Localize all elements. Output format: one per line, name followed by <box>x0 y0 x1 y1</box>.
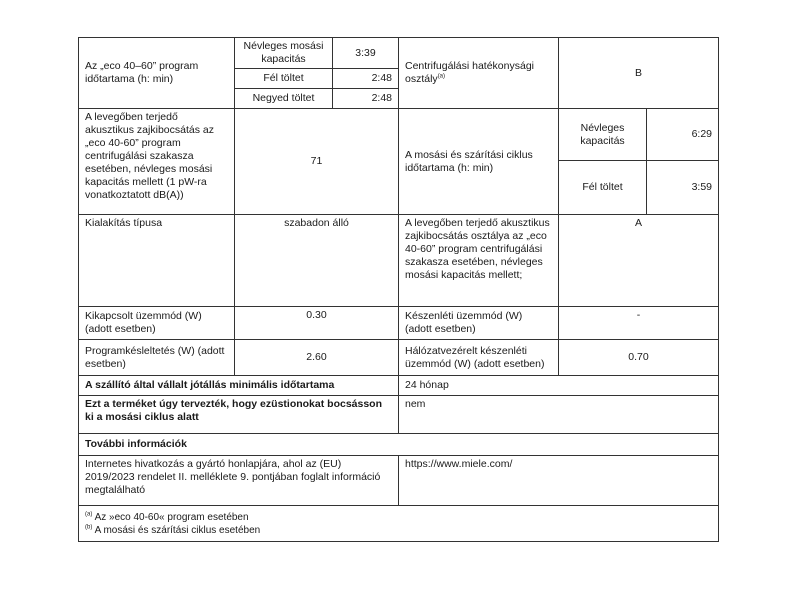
silver-value: nem <box>399 396 719 434</box>
eco-quarter-value: 2:48 <box>333 89 399 109</box>
noise-row <box>79 109 719 161</box>
link-row <box>79 456 719 506</box>
cycle-nominal-label: Névleges kapacitás <box>559 109 647 161</box>
eco-row <box>79 38 719 69</box>
off-row <box>79 307 719 340</box>
warranty-value: 24 hónap <box>399 376 719 396</box>
eco-half-label: Fél töltet <box>235 69 333 89</box>
eco-nominal-label: Névleges mosási kapacitás <box>235 38 333 69</box>
more-info-heading: További információk <box>79 434 719 456</box>
footnotes-row <box>79 506 719 542</box>
cycle-nominal-value: 6:29 <box>647 109 719 161</box>
spin-class-label: Centrifugálási hatékonysági osztály$^{(a)}$ <box>399 38 559 109</box>
standby-label: Készenléti üzemmód (W) (adott esetben) <box>399 307 559 340</box>
noise-class-value: A <box>559 215 719 307</box>
spin-class-value: B <box>559 38 719 109</box>
product-info-table <box>78 37 719 542</box>
eco-nominal-value: 3:39 <box>333 38 399 69</box>
type-row <box>79 215 719 307</box>
cycle-duration-label: A mosási és szárítási ciklus időtartama (h: min) <box>399 109 559 215</box>
warranty-row <box>79 376 719 396</box>
footnote-b: $^{(b)}$ A mosási és szárítási ciklus esetében <box>85 524 261 536</box>
cycle-half-value: 3:59 <box>647 161 719 215</box>
manufacturer-link[interactable]: https://www.miele.com/ <box>399 456 719 506</box>
off-mode-label: Kikapcsolt üzemmód (W) (adott esetben) <box>79 307 235 340</box>
eco-duration-label: Az „eco 40–60” program időtartama (h: min) <box>79 38 235 109</box>
noise-value: 71 <box>235 109 399 215</box>
delay-value: 2.60 <box>235 340 399 376</box>
delay-row <box>79 340 719 376</box>
network-standby-value: 0.70 <box>559 340 719 376</box>
network-standby-label: Hálózatvezérelt készenléti üzemmód (W) (adott esetben) <box>399 340 559 376</box>
noise-label: A levegőben terjedő akusztikus zajkibocsátás az „eco 40-60” program centrifugálási szakasza esetében, névleges mosási kapacitás mellett (1 pW-ra vonatkoztatott dB(A)) <box>79 109 235 215</box>
eco-half-value: 2:48 <box>333 69 399 89</box>
type-label: Kialakítás típusa <box>79 215 235 307</box>
off-mode-value: 0.30 <box>235 307 399 340</box>
silver-label: Ezt a terméket úgy tervezték, hogy ezüstionokat bocsásson ki a mosási ciklus alatt <box>79 396 399 434</box>
type-value: szabadon álló <box>235 215 399 307</box>
more-info-row <box>79 434 719 456</box>
warranty-label: A szállító által vállalt jótállás minimális időtartama <box>79 376 399 396</box>
cycle-half-label: Fél töltet <box>559 161 647 215</box>
delay-label: Programkésleltetés (W) (adott esetben) <box>79 340 235 376</box>
standby-value: - <box>559 307 719 340</box>
footnotes <box>79 506 719 542</box>
noise-class-label: A levegőben terjedő akusztikus zajkibocsátás osztálya az „eco 40-60” program centrifugálási szakasza esetében, névleges mosási kapacitás mellett; <box>399 215 559 307</box>
footnote-a: $^{(a)}$ Az »eco 40-60« program esetében <box>85 511 249 523</box>
silver-row <box>79 396 719 434</box>
link-label: Internetes hivatkozás a gyártó honlapjára, ahol az (EU) 2019/2023 rendelet II. melléklete 9. pontjában foglalt információ megtalálható <box>79 456 399 506</box>
eco-quarter-label: Negyed töltet <box>235 89 333 109</box>
